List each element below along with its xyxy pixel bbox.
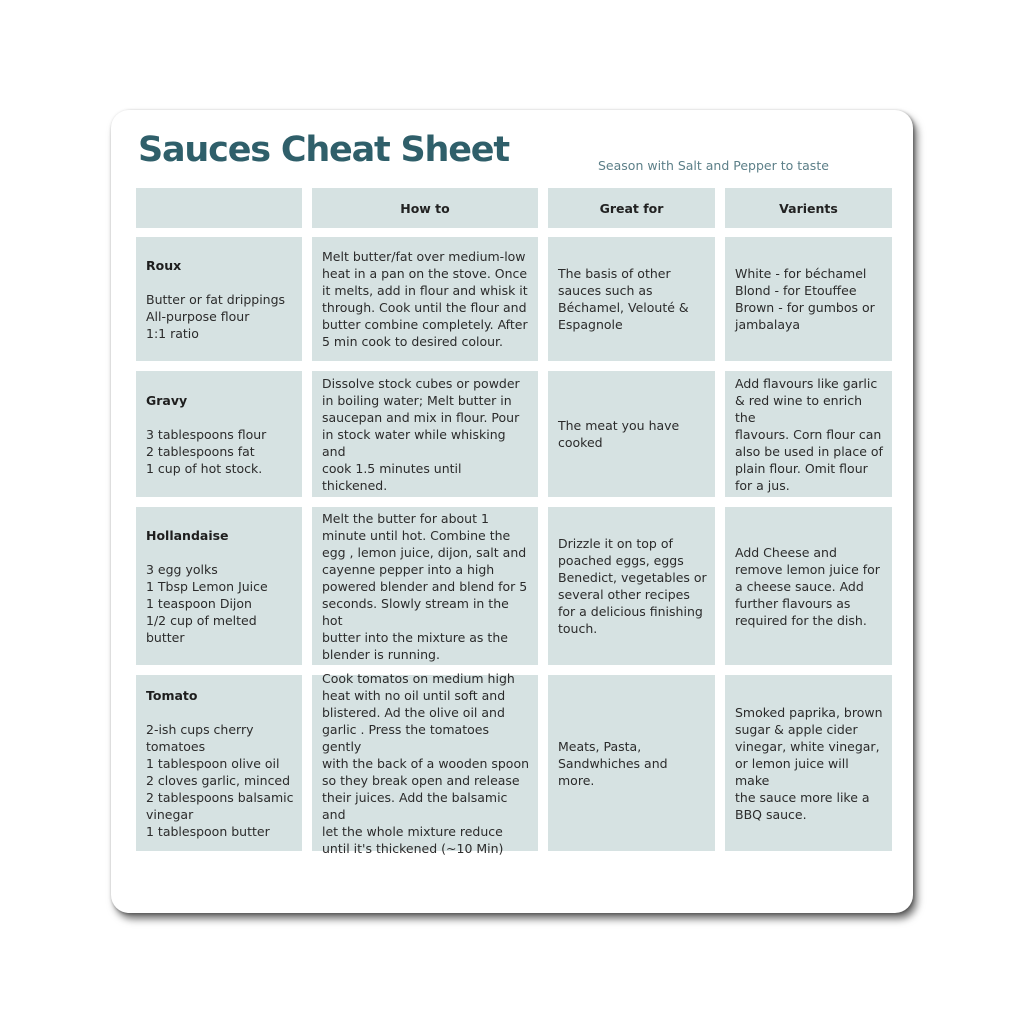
sauce-name: Roux <box>146 257 182 273</box>
variants-cell: Add Cheese and remove lemon juice for a cheese sauce. Add further flavours as required for the dish. <box>725 507 892 665</box>
table-row-sauce-cell <box>136 675 302 851</box>
how-to-cell: Dissolve stock cubes or powder in boiling water; Melt butter in saucepan and mix in flour. Pour in stock water while whisking and cook 1.5 minutes until thickened. <box>312 371 538 497</box>
table-row-sauce-cell <box>136 507 302 665</box>
great-for-cell: Drizzle it on top of poached eggs, eggs Benedict, vegetables or several other recipes for a delicious finishing touch. <box>548 507 715 665</box>
how-to-cell: Melt the butter for about 1 minute until hot. Combine the egg , lemon juice, dijon, salt and cayenne pepper into a high powered blender and blend for 5 seconds. Slowly stream in the hot butter into the mixture as the blender is running. <box>312 507 538 665</box>
sauce-name: Gravy <box>146 392 188 408</box>
page-title: Sauces Cheat Sheet <box>138 130 509 170</box>
sauce-ingredients: 3 egg yolks 1 Tbsp Lemon Juice 1 teaspoon Dijon 1/2 cup of melted butter <box>146 561 268 645</box>
header-cell-great-for: Great for <box>548 188 715 228</box>
sauce-name: Tomato <box>146 687 198 703</box>
sauce-ingredients: Butter or fat drippings All-purpose flour 1:1 ratio <box>146 291 286 341</box>
variants-cell: White - for béchamel Blond - for Etouffee Brown - for gumbos or jambalaya <box>725 237 892 361</box>
sauce-name: Hollandaise <box>146 527 229 543</box>
how-to-cell: Cook tomatos on medium high heat with no oil until soft and blistered. Ad the olive oil and garlic . Press the tomatoes gently with the back of a wooden spoon so they break open and release their juices. Add the balsamic and let the whole mixture reduce until it's thickened (~10 Min) <box>312 675 538 851</box>
header-cell-blank <box>136 188 302 228</box>
header-cell-how-to: How to <box>312 188 538 228</box>
table-row-sauce-cell <box>136 237 302 361</box>
variants-cell: Smoked paprika, brown sugar & apple cider vinegar, white vinegar, or lemon juice will make the sauce more like a BBQ sauce. <box>725 675 892 851</box>
sauce-ingredients: 3 tablespoons flour 2 tablespoons fat 1 cup of hot stock. <box>146 426 267 476</box>
variants-cell: Add flavours like garlic & red wine to enrich the flavours. Corn flour can also be used in place of plain flour. Omit flour for a jus. <box>725 371 892 497</box>
great-for-cell: The basis of other sauces such as Béchamel, Velouté & Espagnole <box>548 237 715 361</box>
how-to-cell: Melt butter/fat over medium-low heat in a pan on the stove. Once it melts, add in flour and whisk it through. Cook until the flour and butter combine completely. After 5 min cook to desired colour. <box>312 237 538 361</box>
page-subtitle: Season with Salt and Pepper to taste <box>598 158 829 173</box>
cheat-sheet-card <box>111 110 913 913</box>
great-for-cell: Meats, Pasta, Sandwhiches and more. <box>548 675 715 851</box>
great-for-cell: The meat you have cooked <box>548 371 715 497</box>
sauce-ingredients: 2-ish cups cherry tomatoes 1 tablespoon olive oil 2 cloves garlic, minced 2 tablespoons balsamic vinegar 1 tablespoon butter <box>146 721 294 839</box>
table-row-sauce-cell <box>136 371 302 497</box>
header-cell-variants: Varients <box>725 188 892 228</box>
